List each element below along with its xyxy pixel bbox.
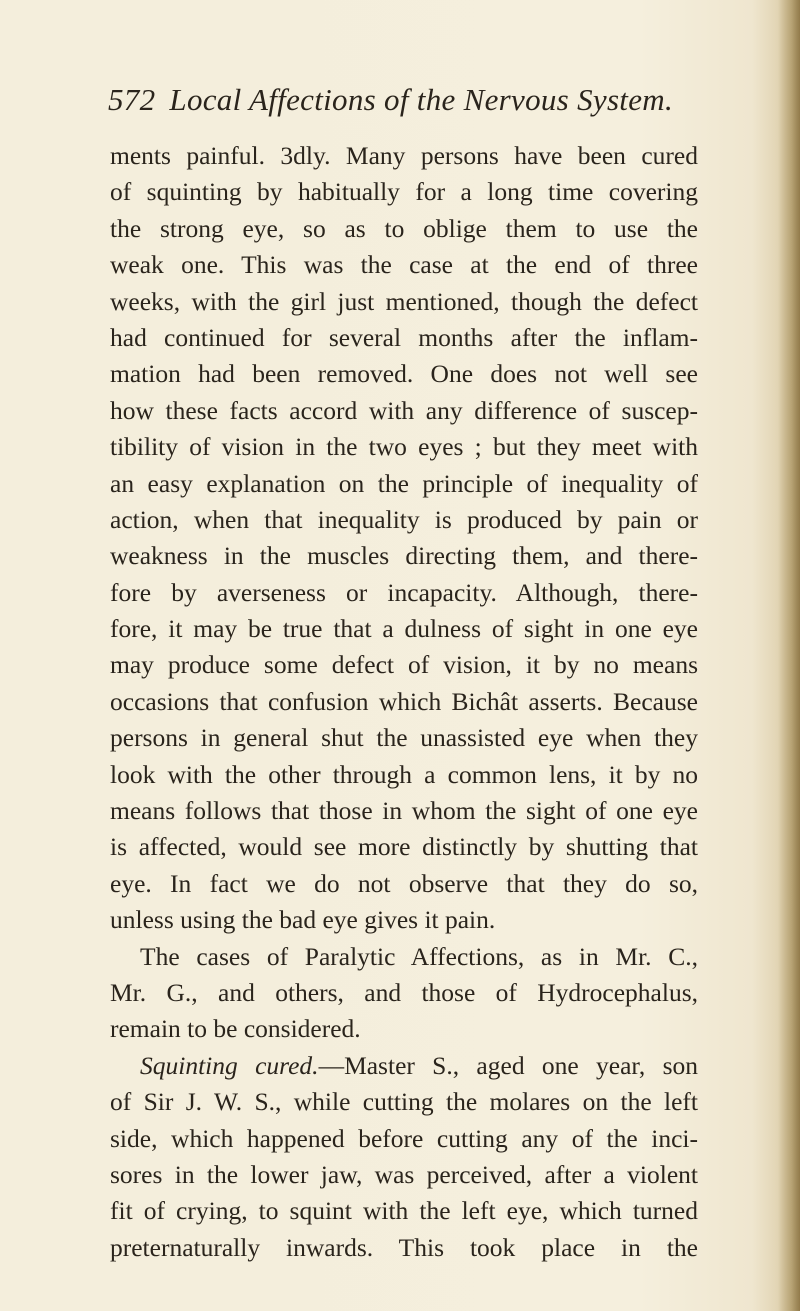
text-line: fore, it may be true that a dulness of sight in one eye xyxy=(110,614,698,644)
text-line: The cases of Paralytic Affections, as in Mr. C., xyxy=(140,941,698,971)
text-line: an easy explanation on the principle of inequality of xyxy=(110,468,698,498)
running-head-title: Local Affections of the Nervous System. xyxy=(169,82,674,117)
text-line: eye. In fact we do not observe that they do so, xyxy=(110,868,698,898)
text-line: action, when that inequality is produced by pain or xyxy=(110,504,698,534)
text-line: tibility of vision in the two eyes ; but they meet with xyxy=(110,432,698,462)
text-line: occasions that confusion which Bichât asserts. Because xyxy=(110,686,698,716)
text-line: Mr. G., and others, and those of Hydrocephalus, xyxy=(110,977,698,1007)
text-line: remain to be considered. xyxy=(110,1014,361,1044)
body-text xyxy=(110,138,698,1266)
text-line: is affected, would see more distinctly by shutting that xyxy=(110,832,698,862)
text-line: of Sir J. W. S., while cutting the molares on the left xyxy=(110,1087,698,1117)
text-line: preternaturally inwards. This took place in the xyxy=(110,1232,698,1262)
text-line: fit of crying, to squint with the left eye, which turned xyxy=(110,1196,698,1226)
text-line: weakness in the muscles directing them, and there- xyxy=(110,541,698,571)
text-line: may produce some defect of vision, it by no means xyxy=(110,650,698,680)
running-head xyxy=(108,80,728,120)
page-number: 572 xyxy=(108,82,156,117)
text-line: how these facts accord with any difference of suscep- xyxy=(110,395,698,425)
section-lead-text: —Master S., aged one year, son xyxy=(318,1050,698,1080)
text-line: weak one. This was the case at the end of three xyxy=(110,250,698,280)
text-line: had continued for several months after the inflam- xyxy=(110,322,698,352)
text-line: sores in the lower jaw, was perceived, after a violent xyxy=(110,1159,698,1189)
text-line: ments painful. 3dly. Many persons have been cured xyxy=(110,141,698,170)
text-line: weeks, with the girl just mentioned, though the defect xyxy=(110,286,698,316)
page-edge-shadow xyxy=(778,0,800,1311)
text-line: mation had been removed. One does not well see xyxy=(110,359,698,389)
text-line: look with the other through a common lens, it by no xyxy=(110,759,698,789)
text-line: side, which happened before cutting any of the inci- xyxy=(110,1123,698,1153)
text-line: of squinting by habitually for a long time covering xyxy=(110,177,698,207)
text-line: unless using the bad eye gives it pain. xyxy=(110,905,496,935)
section-heading-italic: Squinting cured. xyxy=(140,1050,319,1080)
section-lead-line xyxy=(110,1048,698,1084)
text-line: fore by averseness or incapacity. Although, there- xyxy=(110,577,698,607)
text-line: the strong eye, so as to oblige them to use the xyxy=(110,213,698,243)
text-line: means follows that those in whom the sight of one eye xyxy=(110,796,698,826)
text-line: persons in general shut the unassisted eye when they xyxy=(110,723,698,753)
